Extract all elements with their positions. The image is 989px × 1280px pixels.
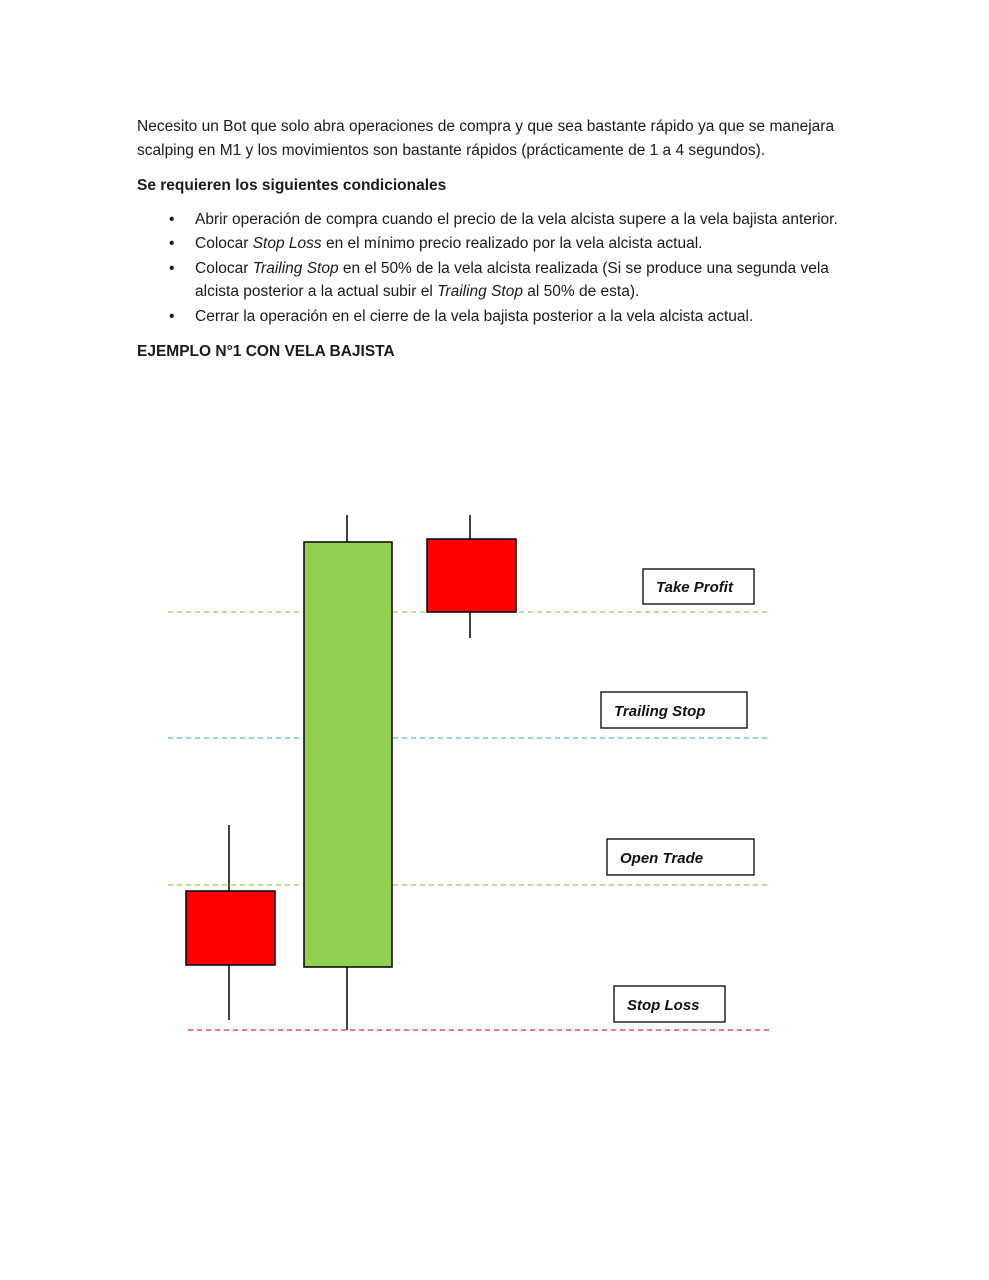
stop-loss-label: Stop Loss <box>627 997 700 1014</box>
bullish-candle-body <box>304 542 392 967</box>
intro-paragraph: Necesito un Bot que solo abra operaciones de compra y que sea bastante rápido ya que se manejara scalping en M1 y los movimientos son bastante rápidos (prácticamente de 1 a 4 segundos). <box>137 118 835 159</box>
example-title: EJEMPLO N°1 CON VELA BAJISTA <box>137 343 395 360</box>
condition-text: en el mínimo precio realizado por la vela alcista actual. <box>321 235 703 252</box>
condition-text: Colocar <box>195 235 253 252</box>
condition-term: Trailing Stop <box>252 259 339 277</box>
condition-text: Cerrar la operación en el cierre de la vela bajista posterior a la vela alcista actual. <box>195 307 754 325</box>
conditions-heading: Se requieren los siguientes condicionales <box>137 177 447 194</box>
condition-text: en el 50% de la vela alcista realizada (Si se produce una segunda vela alcista posterior a la actual subir el <box>195 259 829 300</box>
condition-text: Colocar <box>195 259 253 277</box>
take-profit-label: Take Profit <box>656 579 733 596</box>
condition-term: Stop Loss <box>252 235 322 252</box>
condition-text: al 50% de esta). <box>522 283 640 300</box>
trailing-stop-label: Trailing Stop <box>614 703 706 720</box>
bearish-candle-1-body <box>186 891 275 965</box>
condition-text: Abrir operación de compra cuando el precio de la vela alcista supere a la vela bajista anterior. <box>195 210 838 228</box>
bearish-candle-2-body <box>427 539 516 612</box>
condition-term: Trailing Stop <box>437 283 523 300</box>
open-trade-label: Open Trade <box>620 850 704 867</box>
